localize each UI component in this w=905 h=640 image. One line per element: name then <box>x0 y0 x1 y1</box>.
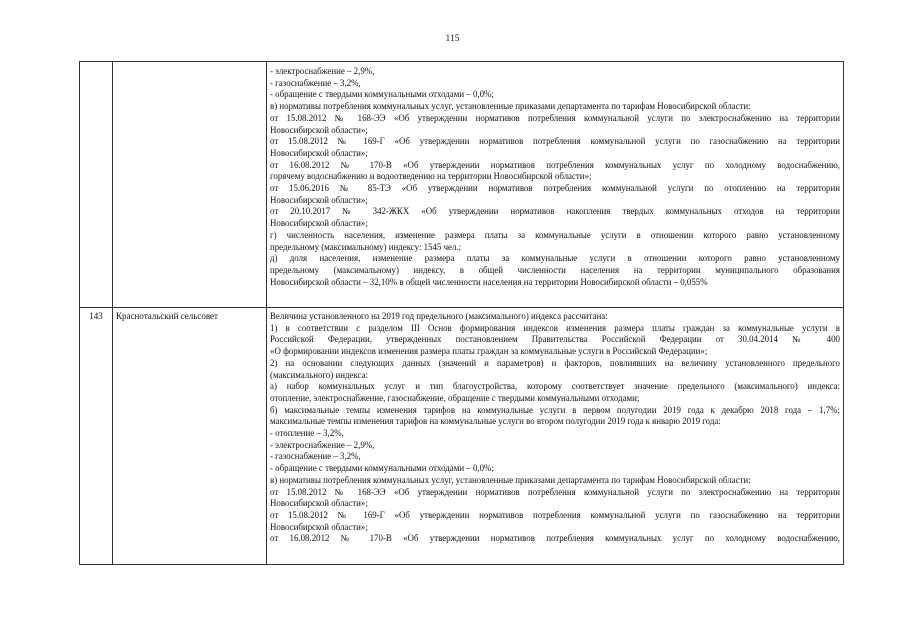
text-line: от 15.08.2012 № 169-Г «Об утверждении нормативов потребления коммунальной услуги по газоснабжению на территории <box>270 136 840 147</box>
text-line: Величина установленного на 2019 год предельного (максимального) индекса рассчитана: <box>270 311 608 321</box>
table-row <box>80 308 844 565</box>
text-line: Новосибирской области»; <box>270 194 368 205</box>
text-line: - газоснабжение – 3,2%, <box>270 451 361 462</box>
text-line: - обращение с твердыми коммунальными отходами – 0,0%; <box>270 463 494 474</box>
text-line: г) численность населения, изменение размера платы за коммунальные услуги в отношении которого равно установленному <box>270 229 840 240</box>
municipality-name-cell: Краснотальский сельсовет <box>113 308 267 565</box>
municipality-name-cell <box>113 62 267 308</box>
text-line: предельному (максимальному) индексу, в общей численности населения на территории муниципального образования <box>270 264 840 275</box>
text-line: Новосибирской области»; <box>270 147 368 158</box>
text-line: - электроснабжение – 2,9%, <box>270 439 375 450</box>
text-line: Новосибирской области»; <box>270 218 368 229</box>
text-line: горячему водоснабжению и водоотведению на территории Новосибирской области»; <box>270 171 592 182</box>
page-number: 115 <box>445 34 460 44</box>
text-line: от 15.08.2012 № 168-ЭЭ «Об утверждении нормативов потребления коммунальной услуги по электроснабжению на территории <box>270 486 840 497</box>
text-line: от 16.08.2012 № 170-В «Об утверждении нормативов потребления коммунальных услуг по холодному водоснабжению, <box>270 159 840 170</box>
text-line: максимальные темпы изменения тарифов на коммунальные услуги во втором полугодии 2019 года к январю 2019 года: <box>270 416 721 427</box>
text-line: 2) на основании следующих данных (значений и параметров) и факторов, повлиявших на величину установленного предельного <box>270 357 840 368</box>
text-line: Новосибирской области»; <box>270 521 368 532</box>
table-row <box>80 62 844 308</box>
text-line: от 15.08.2012 № 168-ЭЭ «Об утверждении нормативов потребления коммунальной услуги по электроснабжению на территории <box>270 112 840 123</box>
text-line: д) доля населения, изменение размера платы за коммунальные услуги в отношении которого равно установленному <box>270 253 840 264</box>
text-line: Российской Федерации, утвержденных постановлением Правительства Российской Федерации от 30.04.2014 № 400 <box>270 334 840 345</box>
text-line: Новосибирской области»; <box>270 498 368 509</box>
text-line: в) нормативы потребления коммунальных услуг, установленные приказами департамента по тарифам Новосибирской области: <box>270 474 751 485</box>
row-number-cell: 143 <box>80 308 113 565</box>
text-line: от 15.06.2016 № 85-ТЭ «Об утверждении нормативов потребления коммунальной услуги по отоплению на территории <box>270 183 840 194</box>
text-line: «О формировании индексов изменения размера платы граждан за коммунальные услуги в Российской Федерации»; <box>270 346 708 357</box>
text-line: от 16.08.2012 № 170-В «Об утверждении нормативов потребления коммунальных услуг по холодному водоснабжению, <box>270 533 840 544</box>
text-line: б) максимальные темпы изменения тарифов на коммунальные услуги в первом полугодии 2019 года к декабрю 2018 года – 1,7%; <box>270 404 840 415</box>
text-line: Новосибирской области – 32,10% в общей численности населения на территории Новосибирской области – 0,055% <box>270 276 708 287</box>
text-line: - электроснабжение – 2,9%, <box>270 66 375 76</box>
text-line: (максимального) индекса: <box>270 369 368 380</box>
description-cell <box>267 308 844 565</box>
text-line: - газоснабжение – 3,2%, <box>270 77 361 88</box>
text-line: отопление, электроснабжение, газоснабжение, обращение с твердыми коммунальными отходами; <box>270 392 640 403</box>
description-cell <box>267 62 844 308</box>
document-table <box>79 61 844 565</box>
text-line: Новосибирской области»; <box>270 124 368 135</box>
text-line: - обращение с твердыми коммунальными отходами – 0,0%; <box>270 89 494 100</box>
text-line: от 20.10.2017 № 342-ЖКХ «Об утверждении нормативов накопления твердых коммунальных отходов на территории <box>270 206 840 217</box>
text-line: от 15.08.2012 № 169-Г «Об утверждении нормативов потребления коммунальной услуги по газоснабжению на территории <box>270 509 840 520</box>
text-line: в) нормативы потребления коммунальных услуг, установленные приказами департамента по тарифам Новосибирской области: <box>270 101 751 112</box>
text-line: предельному (максимальному) индексу: 1545 чел.; <box>270 241 462 252</box>
row-number-cell <box>80 62 113 308</box>
text-line: - отопление – 3,2%, <box>270 428 344 439</box>
text-line: а) набор коммунальных услуг и тип благоустройства, которому соответствует значение предельного (максимального) индекса: <box>270 381 840 392</box>
text-line: 1) в соответствии с разделом III Основ формирования индексов изменения размера платы граждан за коммунальные услуги в <box>270 322 840 333</box>
